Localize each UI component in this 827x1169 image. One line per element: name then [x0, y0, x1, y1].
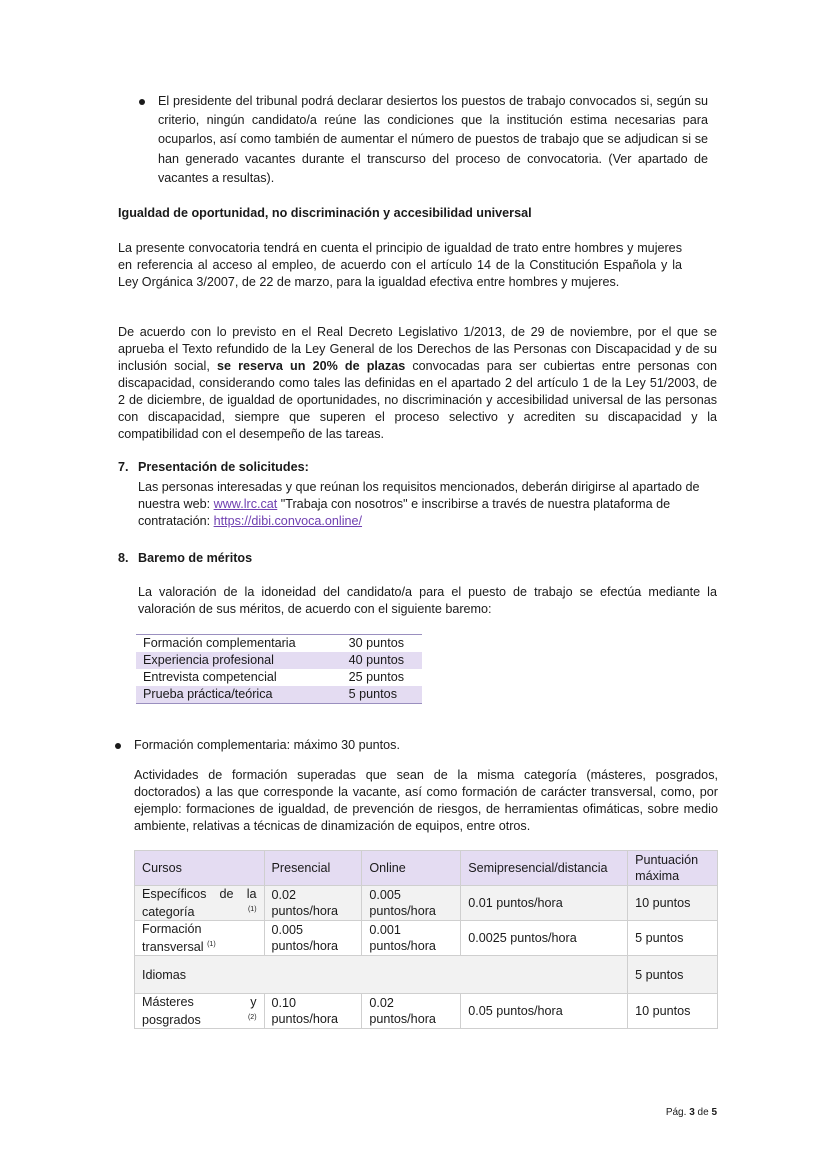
- table-row: Másteres y posgrados $^{(2)}$ 0.10 puntos/hora 0.02 puntos/hora 0.05 puntos/hora 10 puntos: [135, 994, 718, 1029]
- baremo-row: Entrevista competencial 25 puntos: [143, 670, 404, 684]
- header-online: Online: [362, 851, 461, 886]
- bullet-dot: [115, 743, 121, 749]
- igualdad-paragraph-1: La presente convocatoria tendrá en cuenta el principio de igualdad de trato entre hombres y mujeres en referencia al acceso al empleo, de acuerdo con el artículo 14 de la Constitución Española y la Ley Orgánica 3/2007, de 22 de marzo, para la igualdad efectiva entre hombres y mujeres.: [118, 241, 682, 289]
- table-row: Específicos de la categoría $^{(1)}$ 0.02 puntos/hora 0.005 puntos/hora 0.01 puntos/hora 10 puntos: [135, 886, 718, 921]
- lrc-website-link[interactable]: www.lrc.cat: [213, 497, 278, 511]
- reserva-plazas-bold: se reserva un 20% de plazas: [216, 359, 406, 373]
- section-8-title: Baremo de méritos: [138, 551, 253, 565]
- header-presencial: Presencial: [264, 851, 362, 886]
- table-row: Formación transversal $^{(1)}$ 0.005 puntos/hora 0.001 puntos/hora 0.0025 puntos/hora 5 puntos: [135, 921, 718, 956]
- convoca-platform-link[interactable]: https://dibi.convoca.online/: [213, 514, 363, 528]
- table-row: Idiomas 5 puntos: [135, 956, 718, 994]
- bullet-presidente-text: El presidente del tribunal podrá declarar desiertos los puestos de trabajo convocados si, según su criterio, ningún candidato/a reúne las condiciones que la institución estima necesarias para ocuparlos, así como también de aumentar el número de puestos de trabajo que se adjudican si se han generado vacantes durante el transcurso del proceso de convocatoria. (Ver apartado de vacantes a resultas).: [158, 94, 708, 185]
- section-8-number: 8.: [118, 551, 129, 565]
- cursos-table: [134, 850, 718, 1029]
- section-7-title: Presentación de solicitudes:: [138, 460, 309, 474]
- header-cursos: Cursos: [135, 851, 265, 886]
- section-7-text: Las personas interesadas y que reúnan los requisitos mencionados, deberán dirigirse al apartado de nuestra web: www.lrc.cat "Trabaja con nosotros" e inscribirse a través de nuestra plataforma de contratación: https://dibi.convoca.online/: [138, 480, 700, 528]
- bullet-dot: [139, 99, 145, 105]
- cursos-header-row: [135, 851, 718, 886]
- header-puntuacion: Puntuación máxima: [628, 851, 718, 886]
- page-number: Pág. 3 de 5: [665, 1107, 717, 1118]
- header-semipresencial: Semipresencial/distancia: [461, 851, 628, 886]
- baremo-row: Experiencia profesional 40 puntos: [136, 652, 422, 669]
- section-7-number: 7.: [118, 460, 129, 474]
- igualdad-heading: Igualdad de oportunidad, no discriminación y accesibilidad universal: [118, 206, 532, 220]
- baremo-table: [136, 634, 422, 704]
- igualdad-paragraph-2: De acuerdo con lo previsto en el Real Decreto Legislativo 1/2013, de 29 de noviembre, por el que se aprueba el Texto refundido de la Ley General de los Derechos de las Personas con Discapacidad y de su inclusión social, se reserva un 20% de plazas convocadas para ser cubiertas entre personas con discapacidad, considerando como tales las definidas en el apartado 2 del artículo 1 de la Ley 51/2003, de 2 de diciembre, de igualdad de oportunidades, no discriminación y accesibilidad universal de las personas con discapacidad, siempre que superen el proceso selectivo y acrediten su discapacidad y la compatibilidad con el desempeño de las tareas.: [118, 325, 717, 441]
- baremo-row: Formación complementaria 30 puntos: [136, 635, 422, 653]
- formacion-bullet-text: Formación complementaria: máximo 30 puntos.: [134, 738, 400, 752]
- baremo-row: Prueba práctica/teórica 5 puntos: [136, 686, 422, 704]
- formacion-paragraph: Actividades de formación superadas que sean de la misma categoría (másteres, posgrados, doctorados) a las que corresponde la vacante, así como formación de carácter transversal, como, por ejemplo: formaciones de igualdad, de prevención de riesgos, de herramientas ofimáticas, sobre medio ambiente, relativas a técnicas de dinamización de equipos, entre otros.: [134, 768, 718, 833]
- section-8-intro: La valoración de la idoneidad del candidato/a para el puesto de trabajo se efectúa mediante la valoración de sus méritos, de acuerdo con el siguiente baremo:: [138, 585, 717, 616]
